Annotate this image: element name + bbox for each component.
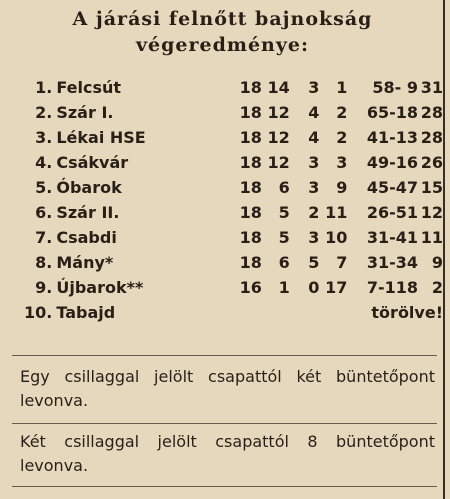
goals-cell: 7-118 xyxy=(366,278,418,297)
won-cell: 14 xyxy=(267,78,290,97)
team-name-cell: Újbarok** xyxy=(56,278,144,297)
standings-row xyxy=(24,200,443,225)
standings-row xyxy=(24,150,443,175)
team-name-cell: Óbarok xyxy=(56,178,122,197)
played-cell: 16 xyxy=(239,278,262,297)
lost-cell: 11 xyxy=(325,203,348,222)
points-cell: 15 xyxy=(420,178,443,197)
drawn-cell: 4 xyxy=(308,103,320,122)
goals-cell: 31-34 xyxy=(366,253,418,272)
won-cell: 12 xyxy=(267,153,290,172)
goals-cell: 31-41 xyxy=(366,228,418,247)
lost-cell: 9 xyxy=(336,178,348,197)
team-name-cell: Szár II. xyxy=(56,203,120,222)
played-cell: 18 xyxy=(239,178,262,197)
points-cell: 28 xyxy=(420,103,443,122)
standings-row xyxy=(24,225,443,250)
standings-row xyxy=(24,125,443,150)
standings-row xyxy=(24,275,443,300)
standings-row xyxy=(24,75,443,100)
rank-cell: 10. xyxy=(24,303,53,322)
played-cell: 18 xyxy=(239,103,262,122)
drawn-cell: 3 xyxy=(308,178,320,197)
standings-body xyxy=(24,75,443,325)
rank-cell: 9. xyxy=(35,278,53,297)
team-name-cell: Lékai HSE xyxy=(56,128,146,147)
team-name-cell: Tabajd xyxy=(56,303,116,322)
won-cell: 12 xyxy=(267,103,290,122)
points-cell: 9 xyxy=(431,253,443,272)
rank-cell: 1. xyxy=(35,78,53,97)
team-name-cell: Csabdi xyxy=(56,228,117,247)
goals-cell: 49-16 xyxy=(366,153,418,172)
points-cell: 12 xyxy=(420,203,443,222)
lost-cell: 17 xyxy=(325,278,348,297)
points-cell: 26 xyxy=(420,153,443,172)
team-name-cell: Csákvár xyxy=(56,153,129,172)
played-cell: 18 xyxy=(239,253,262,272)
goals-cell: 65-18 xyxy=(366,103,418,122)
drawn-cell: 5 xyxy=(308,253,320,272)
team-name-cell: Szár I. xyxy=(56,103,114,122)
points-cell: 28 xyxy=(420,128,443,147)
points-cell: 31 xyxy=(420,78,443,97)
goals-cell: 26-51 xyxy=(366,203,418,222)
standings-table xyxy=(24,75,443,325)
separator-line xyxy=(12,355,437,356)
won-cell: 6 xyxy=(278,253,290,272)
goals-cell: 41-13 xyxy=(366,128,418,147)
lost-cell: 3 xyxy=(336,153,348,172)
won-cell: 1 xyxy=(278,278,290,297)
standings-row xyxy=(24,100,443,125)
drawn-cell: 4 xyxy=(308,128,320,147)
lost-cell: 2 xyxy=(336,128,348,147)
footnote-one-star: Egy csillaggal jelölt csapattól két büntetőpont levonva. xyxy=(20,367,435,410)
goals-cell: 58- 9 xyxy=(372,78,418,97)
rank-cell: 5. xyxy=(35,178,53,197)
rank-cell: 2. xyxy=(35,103,53,122)
footnote-two-stars: Két csillaggal jelölt csapattól 8 büntetőpont levonva. xyxy=(20,432,435,475)
played-cell: 18 xyxy=(239,78,262,97)
lost-cell: 1 xyxy=(336,78,348,97)
drawn-cell: 2 xyxy=(308,203,320,222)
rank-cell: 4. xyxy=(35,153,53,172)
article-title-line-1: A járási felnőtt bajnokság xyxy=(72,8,373,30)
lost-cell: 2 xyxy=(336,103,348,122)
standings-row xyxy=(24,300,443,325)
won-cell: 5 xyxy=(278,228,290,247)
played-cell: 18 xyxy=(239,153,262,172)
separator-line xyxy=(12,423,437,424)
team-name-cell: Felcsút xyxy=(56,78,122,97)
rank-cell: 8. xyxy=(35,253,53,272)
won-cell: 12 xyxy=(267,128,290,147)
status-cell: törölve! xyxy=(371,303,443,322)
points-cell: 11 xyxy=(420,228,443,247)
standings-row xyxy=(24,175,443,200)
played-cell: 18 xyxy=(239,203,262,222)
won-cell: 5 xyxy=(278,203,290,222)
goals-cell: 45-47 xyxy=(366,178,418,197)
played-cell: 18 xyxy=(239,128,262,147)
team-name-cell: Mány* xyxy=(56,253,114,272)
rank-cell: 3. xyxy=(35,128,53,147)
played-cell: 18 xyxy=(239,228,262,247)
lost-cell: 10 xyxy=(325,228,348,247)
won-cell: 6 xyxy=(278,178,290,197)
drawn-cell: 3 xyxy=(308,153,320,172)
drawn-cell: 3 xyxy=(308,78,320,97)
points-cell: 2 xyxy=(431,278,443,297)
article-title-line-2: végeredménye: xyxy=(135,34,310,56)
rank-cell: 7. xyxy=(35,228,53,247)
drawn-cell: 0 xyxy=(308,278,320,297)
drawn-cell: 3 xyxy=(308,228,320,247)
standings-row xyxy=(24,250,443,275)
separator-line xyxy=(12,486,437,487)
lost-cell: 7 xyxy=(336,253,348,272)
rank-cell: 6. xyxy=(35,203,53,222)
